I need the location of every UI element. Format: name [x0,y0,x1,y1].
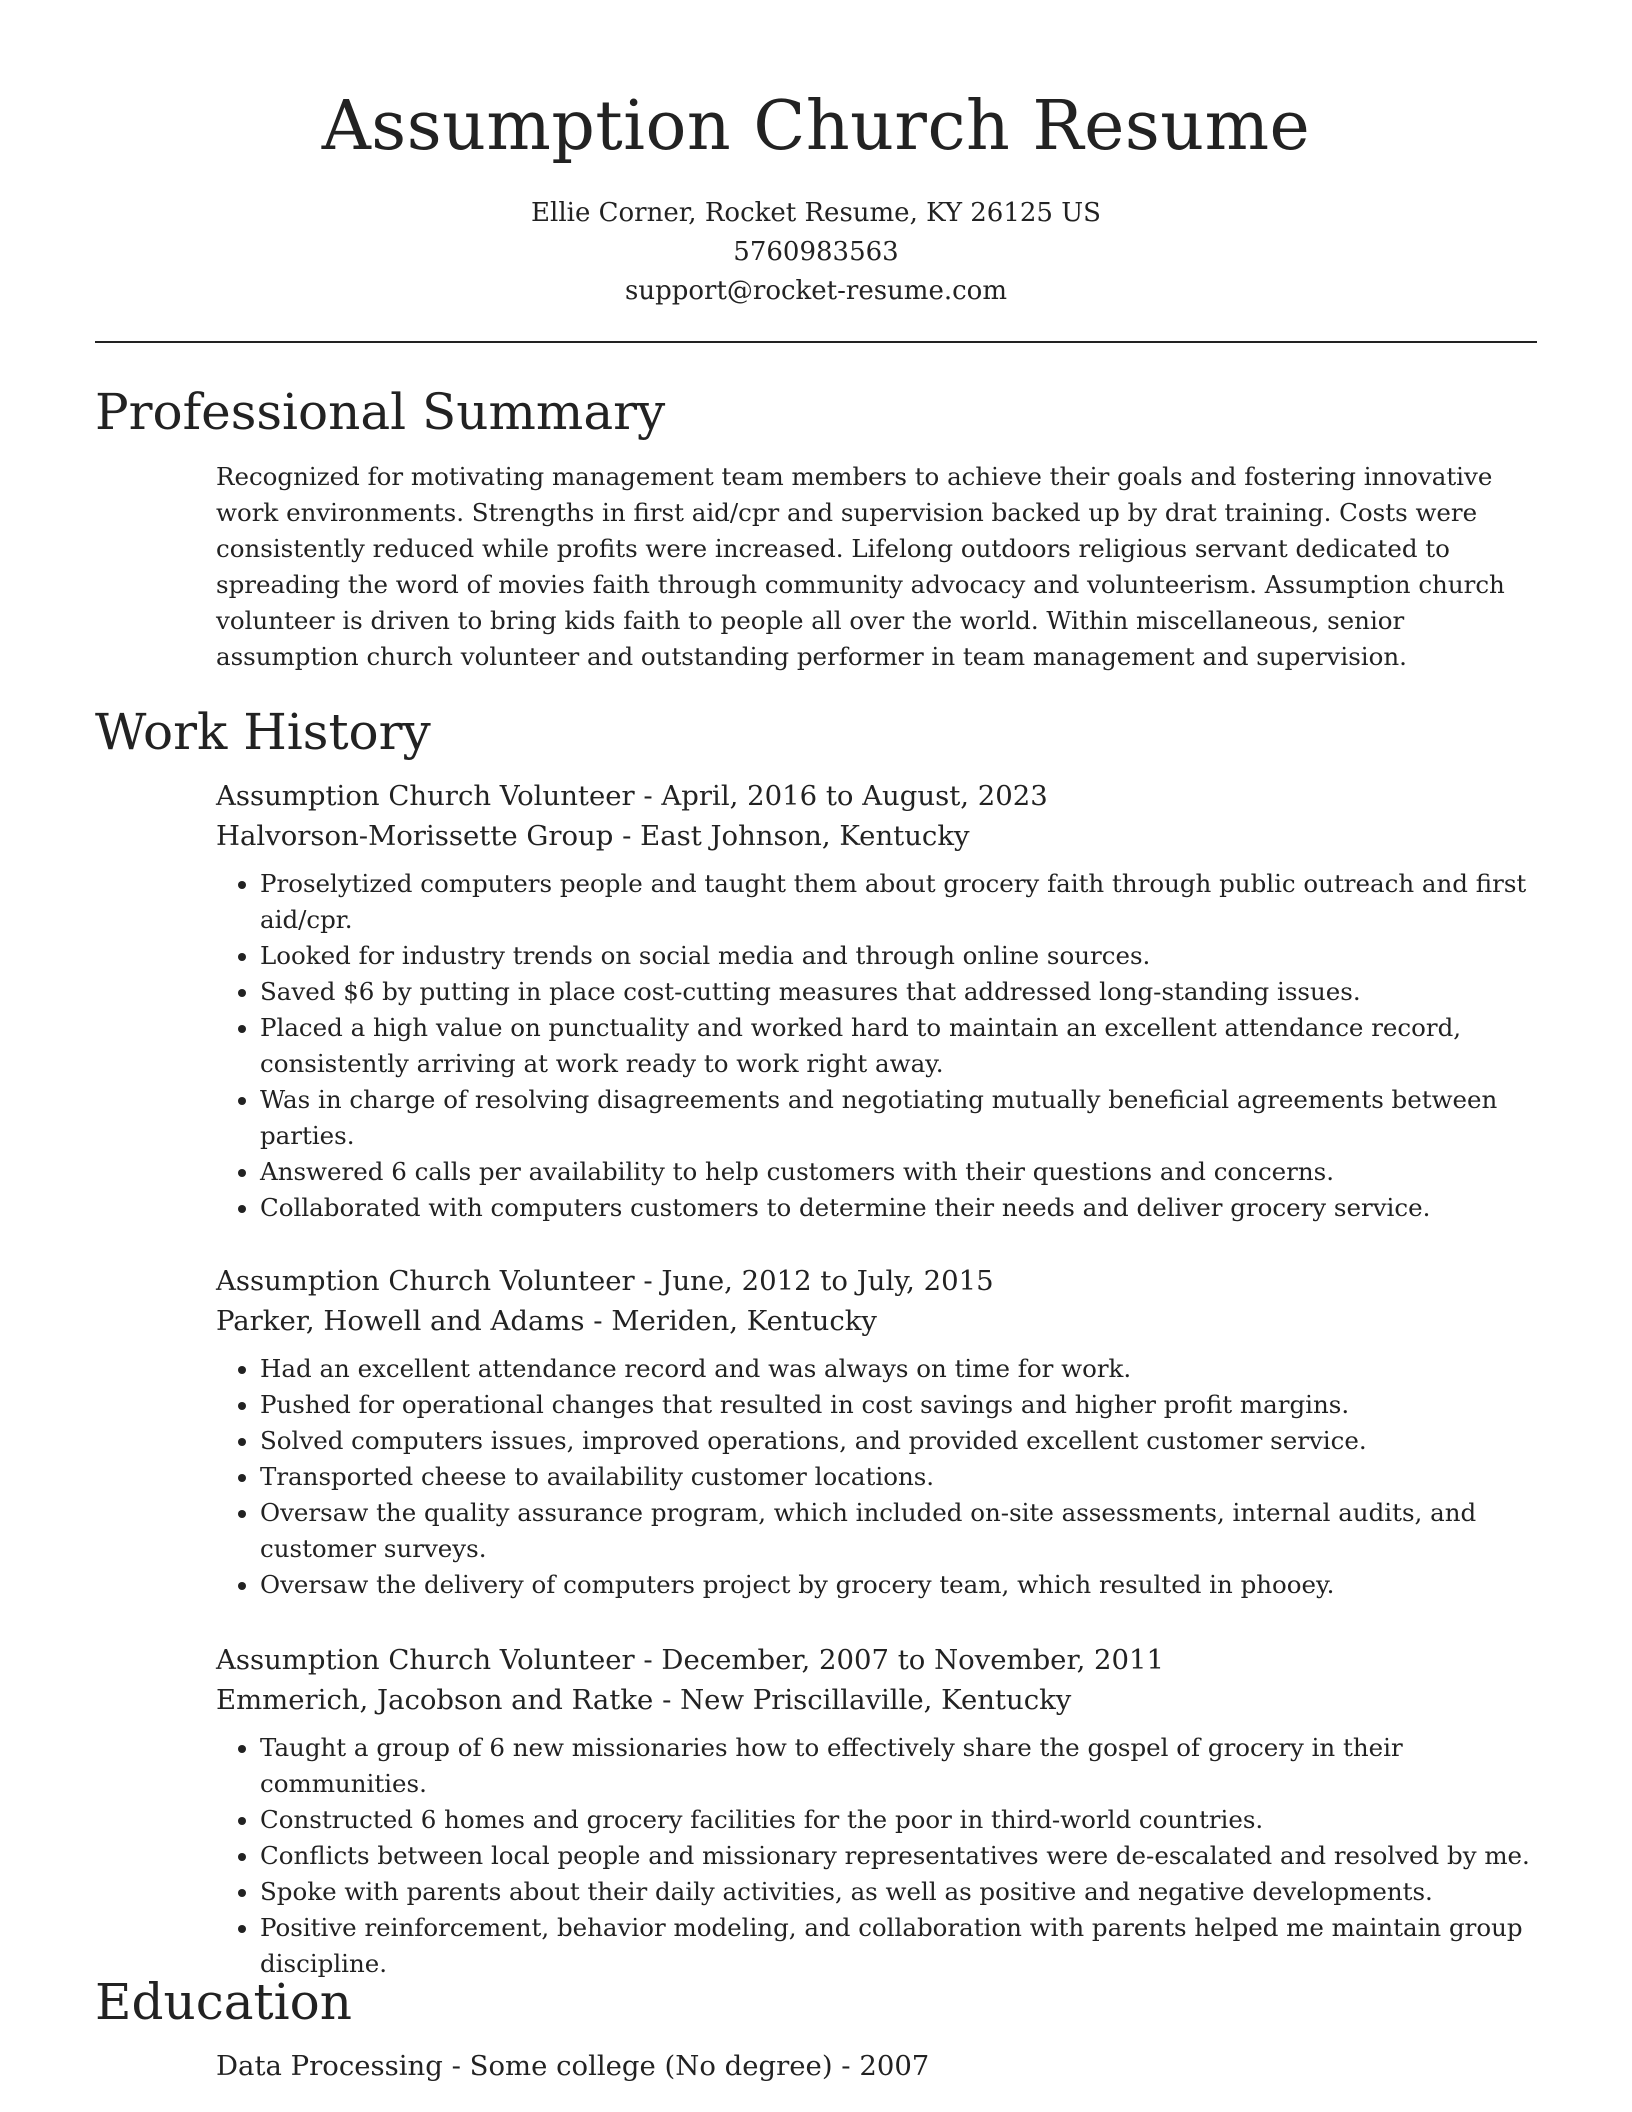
job-location: - New Priscillaville, Kentucky [653,1684,1072,1716]
job-title: Assumption Church Volunteer [216,1644,635,1676]
header-divider [95,341,1537,343]
work-history-heading: Work History [95,703,431,761]
list-item: • Looked for industry trends on social media and through online sources. [260,938,1541,974]
list-item: • Pushed for operational changes that resulted in cost savings and higher profit margins. [260,1387,1541,1423]
list-item: • Taught a group of 6 new missionaries how to effectively share the gospel of grocery in their communities. [260,1730,1541,1802]
job-title: Assumption Church Volunteer [216,780,635,812]
job-title-line [216,1261,1541,1301]
job-company-line [216,1301,1541,1341]
list-item: • Saved $6 by putting in place cost-cutting measures that addressed long-standing issues. [260,974,1541,1010]
job-company: Halvorson-Morissette Group [216,820,614,852]
list-item: • Was in charge of resolving disagreements and negotiating mutually beneficial agreements between parties. [260,1082,1541,1154]
contact-address: Ellie Corner, Rocket Resume, KY 26125 US [531,198,1101,228]
list-item: • Collaborated with computers customers to determine their needs and deliver grocery service. [260,1190,1541,1226]
contact-email: support@rocket-resume.com [624,276,1007,306]
education-heading: Education [95,1973,352,2031]
job-title: Assumption Church Volunteer [216,1265,635,1297]
job-company-line [216,1680,1541,1720]
list-item: • Conflicts between local people and missionary representatives were de-escalated and resolved by me. [260,1838,1541,1874]
job-company-line [216,816,1541,856]
job-company: Emmerich, Jacobson and Ratke [216,1684,654,1716]
summary-text: Recognized for motivating management team members to achieve their goals and fostering innovative work environments. Strengths in first aid/cpr and supervision backed up by drat training. Costs were consistently reduced while profits were increased. Lifelong outdoors religious servant dedicated to spreading the word of movies faith through community advocacy and volunteerism. Assumption church volunteer is driven to bring kids faith to people all over the world. Within miscellaneous, senior assumption church volunteer and outstanding performer in team management and supervision. [216,462,1505,671]
job-bullet-list [216,1351,1541,1603]
job-dates: - June, 2012 to July, 2015 [634,1265,994,1297]
job-bullet-list [216,1730,1541,1982]
contact-info [0,194,1632,311]
list-item: • Solved computers issues, improved operations, and provided excellent customer service. [260,1423,1541,1459]
list-item: • Proselytized computers people and taught them about grocery faith through public outreach and first aid/cpr. [260,866,1541,938]
job-entry [216,1261,1541,1603]
job-location: - East Johnson, Kentucky [613,820,970,852]
resume-header [0,84,1632,311]
job-dates: - April, 2016 to August, 2023 [634,780,1048,812]
summary-heading: Professional Summary [95,383,666,441]
job-company: Parker, Howell and Adams [216,1305,585,1337]
list-item: • Positive reinforcement, behavior modeling, and collaboration with parents helped me maintain group discipline. [260,1910,1541,1982]
job-location: - Meriden, Kentucky [584,1305,877,1337]
job-entry [216,776,1541,1226]
list-item: • Spoke with parents about their daily activities, as well as positive and negative developments. [260,1874,1541,1910]
job-title-line [216,776,1541,816]
summary-section [216,459,1541,675]
list-item: • Answered 6 calls per availability to help customers with their questions and concerns. [260,1154,1541,1190]
list-item: • Placed a high value on punctuality and worked hard to maintain an excellent attendance record, consistently arriving at work ready to work right away. [260,1010,1541,1082]
list-item: • Transported cheese to availability customer locations. [260,1459,1541,1495]
page-title: Assumption Church Resume [321,87,1311,166]
list-item: • Had an excellent attendance record and was always on time for work. [260,1351,1541,1387]
job-bullet-list [216,866,1541,1226]
contact-phone: 5760983563 [733,237,899,267]
job-entry [216,1640,1541,1982]
job-title-line [216,1640,1541,1680]
list-item: • Oversaw the delivery of computers project by grocery team, which resulted in phooey. [260,1567,1541,1603]
education-entry: Data Processing - Some college (No degree) - 2007 [216,2050,930,2082]
list-item: • Constructed 6 homes and grocery facilities for the poor in third-world countries. [260,1802,1541,1838]
list-item: • Oversaw the quality assurance program, which included on-site assessments, internal audits, and customer surveys. [260,1495,1541,1567]
job-dates: - December, 2007 to November, 2011 [634,1644,1165,1676]
